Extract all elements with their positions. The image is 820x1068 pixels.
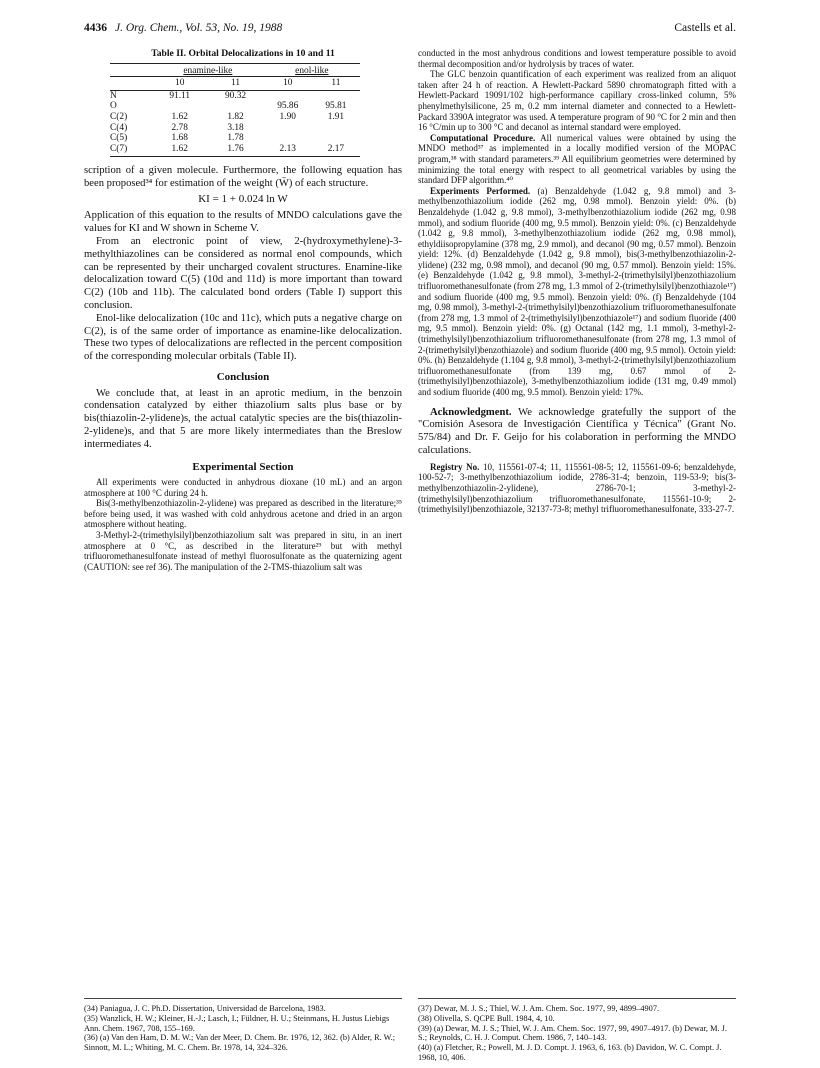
col-header: 10 [152, 77, 207, 91]
footnote: (39) (a) Dewar, M. J. S.; Thiel, W. J. Am. Chem. Soc. 1977, 99, 4907–4917. (b) Dewar, M. J. S.; Reynolds, C. H. J. Comput. Chem. 1986, 7, 140–143. [418, 1023, 727, 1043]
paragraph: conducted in the most anhydrous conditions and lowest temperature possible to avoid thermal decomposition and/or hydrolysis by traces of water. [418, 48, 736, 69]
journal-citation: J. Org. Chem., Vol. 53, No. 19, 1988 [115, 22, 283, 34]
orbital-table [110, 63, 360, 158]
footnotes-right [418, 1004, 736, 1063]
footnotes-left [84, 1004, 402, 1053]
paragraph: Application of this equation to the results of MNDO calculations gave the values for KI and W shown in Scheme V. [84, 210, 402, 235]
group-enamine: enamine-like [152, 63, 264, 77]
footnote-rule [418, 998, 736, 999]
paragraph: We conclude that, at least in an aprotic medium, in the benzoin condensation catalyzed by either thiazolium salts plus base or by bis(thiazolin-2-ylidene)s, the actual catalytic species are the bis(thiazolin-2-ylidene)s, and that 5 are more likely intermediates than the Breslow intermediates 4. [84, 387, 402, 450]
run-in-heading: Experiments Performed. [430, 185, 531, 196]
footnote-rule [84, 998, 402, 999]
col-header: 11 [312, 77, 360, 91]
registry-numbers: Registry No. 10, 115561-07-4; 11, 115561-08-5; 12, 115561-09-6; benzaldehyde, 100-52-7; 3-methylbenzothiazolium iodide, 2786-31-4; benzoin, 119-53-9; bis(3-methylbenzothiazolin-2-ylidene), 2786-70-1; 3-methyl-2-(trimethylsilyl)benzothiazolium trifluoromethanesulfonate, 115561-10-9; 2-(trimethylsilyl)benzothiazole, 32137-73-8; methyl trifluoromethanesulfonate, 333-27-7. [418, 461, 736, 515]
table-row: C(7) 1.62 1.76 2.13 2.17 [110, 144, 360, 157]
col-header: 10 [264, 77, 312, 91]
paragraph: Computational Procedure. All numerical values were obtained by using the MNDO method³⁷ as implemented in a locally modified version of the MOPAC program,³⁸ with standard parameters.³⁹ All equilibrium geometries were determined by minimizing the total energy with respect to all geometrical variables by using the standard DFP algorithm.⁴⁰ [418, 132, 736, 186]
paragraph: 3-Methyl-2-(trimethylsilyl)benzothiazolium salt was prepared in situ, in an inert atmosphere at 0 °C, as described in the literature²⁹ but with methyl trifluoromethanesulfonate instead of methyl fluorosulfonate as the quaternizing agent (CAUTION: see ref 36). The manipulation of the 2-TMS-thiazolium salt was [84, 530, 402, 572]
right-column [418, 48, 736, 515]
acknowledgment: Acknowledgment. We acknowledge gratefully the support of the "Comisión Asesora de Investigación Científica y Técnica" (Grant No. 575/84) and Dr. F. Geijo for his colaboration in performing the MNDO calculations. [418, 406, 736, 456]
page-number: 4436 [84, 22, 107, 34]
footnote: (38) Olivella, S. QCPE Bull. 1984, 4, 10. [418, 1013, 555, 1023]
footnote: (36) (a) Van den Ham, D. M. W.; Van der Meer, D. Chem. Br. 1976, 12, 362. (b) Alder, R. W.; Sinnott, M. L.; Whiting, M. C. Chem. Br. 1978, 14, 324–326. [84, 1033, 396, 1053]
footnote: (37) Dewar, M. J. S.; Thiel, W. J. Am. Chem. Soc. 1977, 99, 4899–4907. [418, 1004, 660, 1013]
table-group-row [110, 63, 360, 77]
table-row: O 95.86 95.81 [110, 101, 347, 112]
footnote: (40) (a) Fletcher, R.; Powell, M. J. D. Compt. J. 1963, 6, 163. (b) Davidon, W. C. Compt. J. 1968, 10, 406. [418, 1043, 722, 1062]
table-row: C(2) 1.62 1.82 1.90 1.91 [110, 111, 345, 122]
paragraph: Enol-like delocalization (10c and 11c), which puts a negative charge on C(2), is of the same order of importance as enamine-like delocalization. These two types of delocalizations are reflected in the percent composition of the corresponding molecular orbitals (Table II). [84, 312, 402, 363]
header-authors: Castells et al. [674, 22, 736, 34]
paragraph: All experiments were conducted in anhydrous dioxane (10 mL) and an argon atmosphere at 100 °C during 24 h. [84, 477, 402, 498]
group-enol: enol-like [264, 63, 360, 77]
paragraph: Bis(3-methylbenzothiazolin-2-ylidene) was prepared as described in the literature;³⁵ before being used, it was washed with cold anhydrous acetone and dried in an argon atmosphere without heating. [84, 498, 402, 530]
table-header-row [110, 77, 360, 91]
col-header: 11 [207, 77, 263, 91]
footnote: (35) Wanzlick, H. W.; Kleiner, H.-J.; Lasch, I.; Füldner, H. U.; Steinmans, H. Justus Liebigs Ann. Chem. 1967, 708, 155–169. [84, 1013, 390, 1033]
equation: KI = 1 + 0.024 ln W [198, 192, 288, 205]
section-heading-experimental: Experimental Section [192, 460, 294, 473]
run-in-heading: Computational Procedure. [430, 132, 536, 143]
table-row: C(5) 1.68 1.78 [110, 133, 244, 144]
paragraph: From an electronic point of view, 2-(hydroxymethylene)-3-methylthiazolines can be considered as normal enol compounds, which can be represented by their uncharged covalent structures. Enamine-like delocalization toward C(5) (10d and 11d) is more important than toward C(2) (10b and 11b). The calculated bond orders (Table I) support this conclusion. [84, 236, 402, 312]
table-title: Table II. Orbital Delocalizations in 10 and 11 [151, 48, 335, 59]
paragraph: Experiments Performed. (a) Benzaldehyde (1.042 g, 9.8 mmol) and 3-methylbenzothiazolium iodide (262 mg, 0.98 mmol). Benzoin yield: 0%. (b) Benzaldehyde (1.042 g, 9.8 mmol), 3-methylbenzothiazolium iodide (262 mg, 0.98 mmol), and sodium fluoride (400 mg, 9.5 mmol). Benzoin yield: 0%. (c) Benzaldehyde (1.042 g, 9.8 mmol), 3-methylbenzothiazolium iodide (262 mg, 0.98 mmol), ethyldiisopropylamine (378 mg, 2.9 mmol), and decanol (90 mg, 0.57 mmol). Benzoin yield: 12%. (d) Benzaldehyde (1.042 g, 9.8 mmol), bis(3-methylbenzothiazolin-2-ylidene) (232 mg, 0.98 mmol), and decanol (90 mg, 0.57 mmol). Benzoin yield: 15%. (e) Benzaldehyde (1.042 g, 9.8 mmol), 3-methyl-2-(trimethylsilyl)benzothiazolium trifluoromethanesulfonate (from 278 mg, 1.3 mmol of 2-(trimethylsilyl)benzothiazole¹⁷) and sodium fluoride (400 mg, 9.5 mmol). Benzoin yield: 0%. (f) Benzaldehyde (104 mg, 0.98 mmol), 3-methyl-2-(trimethylsilyl)benzothiazolium trifluoromethanesulfonate (from 278 mg, 1.3 mmol of 2-(trimethylsilyl)benzothiazole¹⁷) and sodium fluoride (400 mg, 9.5 mmol). Benzoin yield: 0%. (g) Octanal (142 mg, 1.1 mmol), 3-methyl-2-(trimethylsilyl)benzothiazolium trifluoromethanesulfonate (from 278 mg, 1.3 mmol of 2-(trimethylsilyl)benzothiazole) and sodium fluoride (400 mg, 9.5 mmol). Octoin yield: 0%. (h) Benzaldehyde (1.104 g, 9.8 mmol), 3-methyl-2-(trimethylsilyl)benzothiazolium trifluoromethanesulfonate (from 139 mg, 0.67 mmol of 2-(trimethylsilyl)benzothiazole), 3-methylbenzothiazolium iodide (131 mg, 0.49 mmol) and sodium fluoride (400 mg, 9.5 mmol). Benzoin yield: 17%. [418, 185, 737, 397]
paragraph: scription of a given molecule. Furthermore, the following equation has been proposed³⁴ for estimation of the weight (W̄) of each structure. [84, 165, 402, 190]
section-heading-conclusion: Conclusion [216, 371, 270, 383]
table-row: N 91.11 90.32 [110, 90, 247, 101]
left-column [84, 48, 402, 572]
paragraph: The GLC benzoin quantification of each experiment was realized from an aliquot taken after 24 h of reaction. A Hewlett-Packard 5890 chromatograph fitted with a Hewlett-Packard 19091/102 high-performance capillary cross-linked column, 5% phenylmethylsilicone, 25 m, 0.2 mm internal diameter and connected to a Hewlett-Packard 3390A integrator was used. A temperature program of 90 °C for 2 min and then 16 °C/min up to 300 °C and decanol as internal standard were employed. [418, 69, 736, 133]
table-row: C(4) 2.78 3.18 [110, 122, 244, 133]
header-left [84, 22, 282, 34]
footnote: (34) Paniagua, J. C. Ph.D. Dissertation, Universidad de Barcelona, 1983. [84, 1004, 326, 1013]
